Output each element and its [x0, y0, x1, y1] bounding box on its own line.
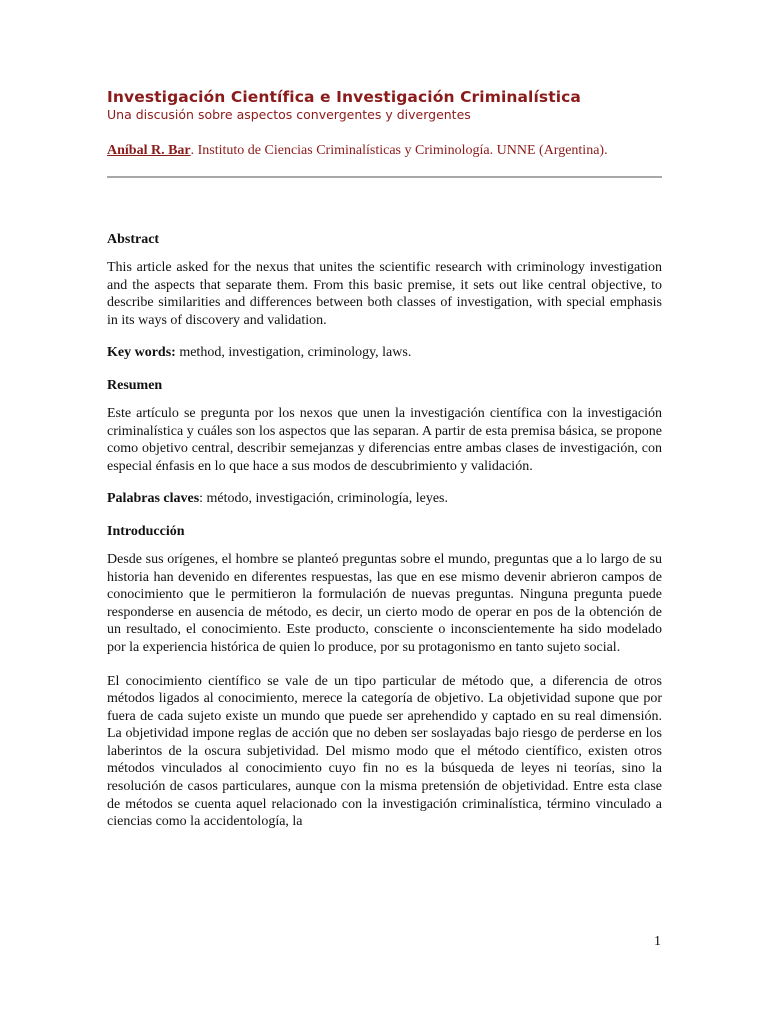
author-affiliation: . Instituto de Ciencias Criminalísticas y Criminología. UNNE (Argentina).: [190, 143, 608, 158]
author-line: [107, 142, 662, 159]
resumen-text: Este artículo se pregunta por los nexos que unen la investigación científica con la investigación criminalística y cuáles son los aspectos que las separan. A partir de esta premisa básica, se propone como objetivo central, describir semejanzas y diferencias entre ambas clases de investigación, con especial énfasis en lo que hace a sus modos de descubrimiento y validación.: [107, 405, 662, 474]
keywords-label: Key words:: [107, 345, 176, 361]
introduccion-heading: Introducción: [107, 523, 185, 539]
palabras-claves-label: Palabras claves: [107, 491, 200, 507]
keywords-text: method, investigation, criminology, laws.: [175, 345, 412, 361]
horizontal-rule: [107, 176, 662, 178]
keywords-line: [107, 344, 662, 362]
introduccion-paragraph-1: Desde sus orígenes, el hombre se planteó preguntas sobre el mundo, preguntas que a lo largo de su historia han devenido en diferentes respuestas, las que en ese mismo devenir abrieron campos de conocimiento que le permitieron la formulación de nuevas preguntas. Ninguna pregunta puede responderse en ausencia de método, es decir, un cierto modo de operar en pos de la obtención de un resultado, el conocimiento. Este producto, consciente o inconscientemente ha sido modelado por la experiencia histórica de quien lo produce, por su protagonismo en tanto sujeto social.: [107, 551, 662, 655]
abstract-text: This article asked for the nexus that unites the scientific research with criminology investigation and the aspects that separate them. From this basic premise, it sets out like central objective, to describe similarities and differences between both classes of investigation, with special emphasis in its ways of discovery and validation.: [107, 260, 662, 328]
palabras-claves-text: : método, investigación, criminología, leyes.: [199, 491, 448, 507]
document-title: Investigación Científica e Investigación Criminalística: [107, 88, 581, 106]
introduccion-paragraph-2: El conocimiento científico se vale de un tipo particular de método que, a diferencia de otros métodos ligados al conocimiento, merece la categoría de objetivo. La objetividad supone que por fuera de cada sujeto existe un mundo que puede ser aprehendido y captado en su real dimensión. La objetividad impone reglas de acción que no deben ser soslayadas bajo riesgo de perderse en los laberintos de la oscura subjetividad. Del mismo modo que el método científico, existen otros métodos vinculados al conocimiento cuyo fin no es la búsqueda de leyes ni teorías, sino la resolución de casos particulares, aunque con la misma pretensión de objetividad. Entre esta clase de métodos se cuenta aquel relacionado con la investigación criminalística, término vinculado a ciencias como la accidentología, la: [107, 673, 662, 830]
author-name: Aníbal R. Bar: [107, 143, 191, 158]
page-number: 1: [654, 934, 661, 949]
abstract-heading: Abstract: [107, 232, 160, 247]
document-page: [107, 88, 662, 831]
palabras-claves-line: [107, 490, 662, 508]
resumen-heading: Resumen: [107, 377, 163, 393]
document-subtitle: Una discusión sobre aspectos convergentes y divergentes: [107, 107, 471, 122]
